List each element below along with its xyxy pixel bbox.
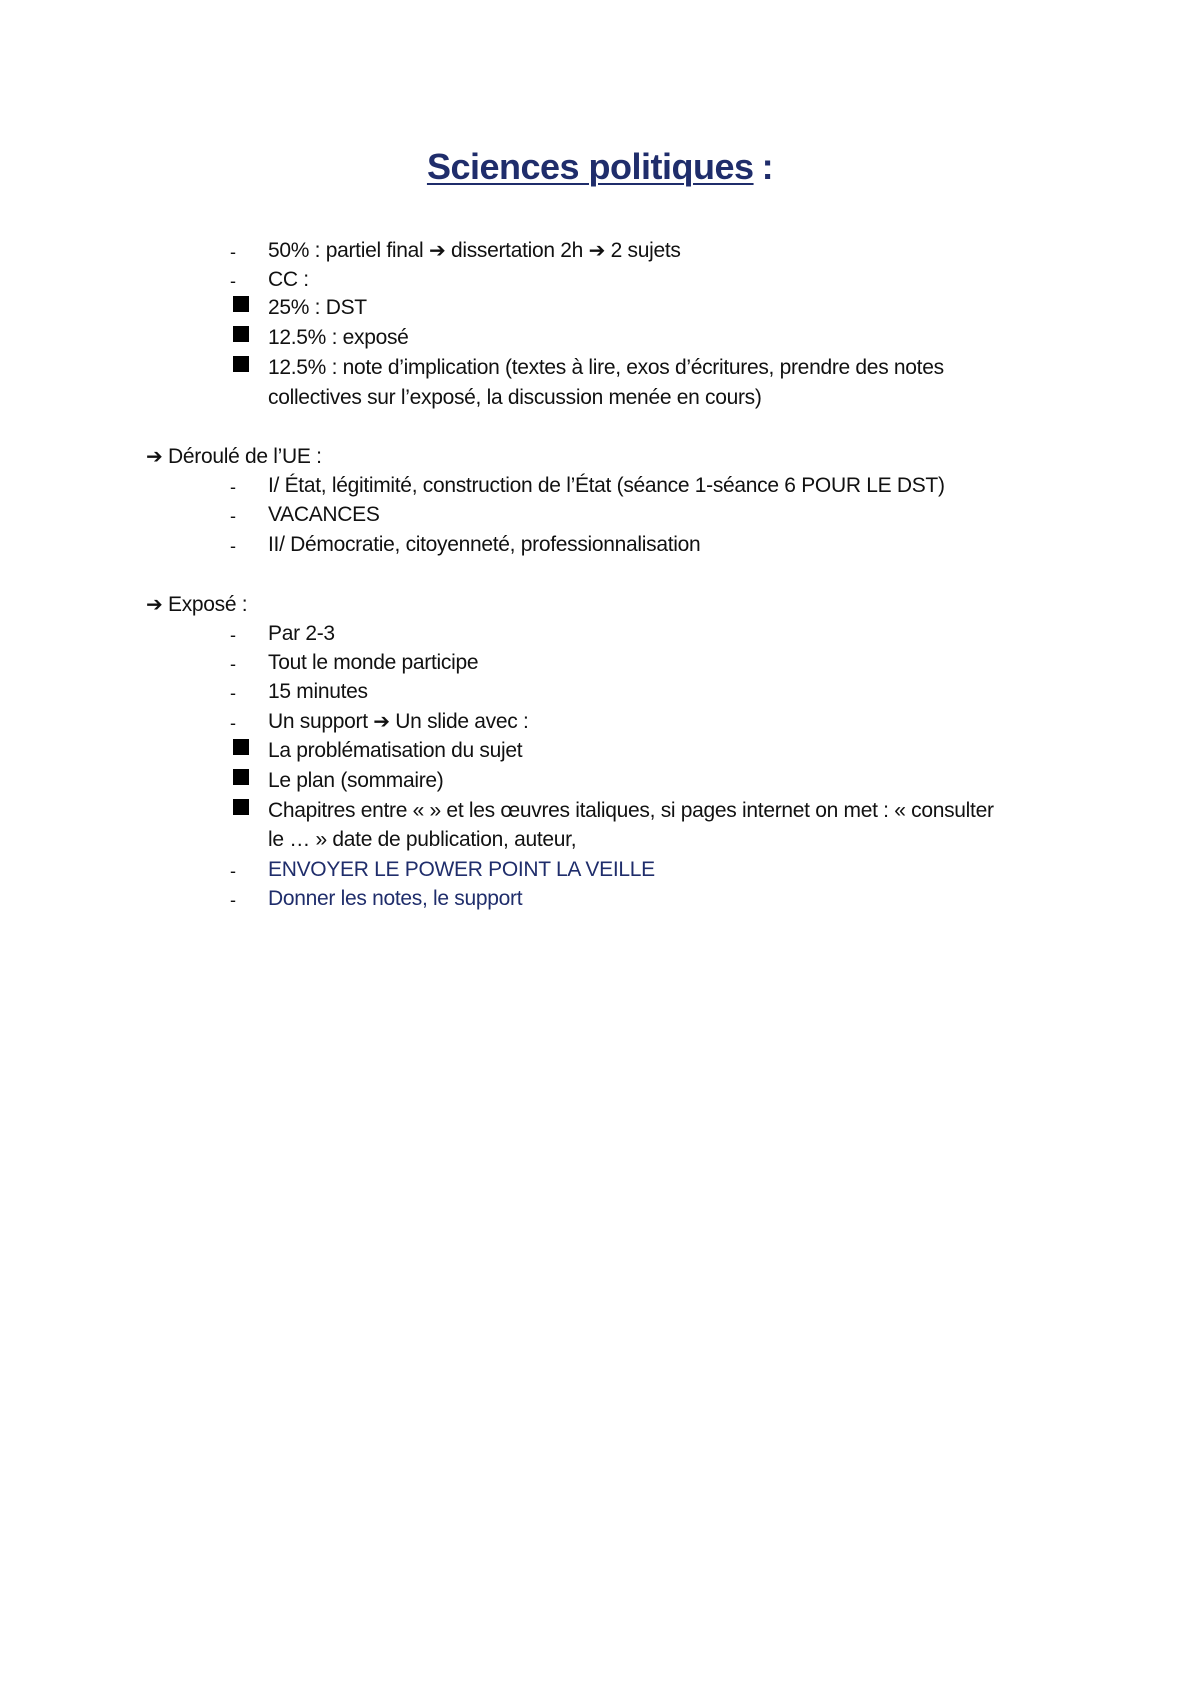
dash-marker: - <box>230 625 236 645</box>
arrow-icon: ➔ <box>146 446 163 468</box>
arrow-icon: ➔ <box>588 240 606 262</box>
square-bullet-icon <box>233 769 249 785</box>
arrow-icon: ➔ <box>373 711 390 733</box>
section-heading-expose: ➔ Exposé : <box>146 593 248 616</box>
square-bullet-icon <box>233 356 249 372</box>
section-heading-deroule: ➔ Déroulé de l’UE : <box>146 445 322 468</box>
square-bullet-icon <box>233 296 249 312</box>
square-bullet-icon <box>233 739 249 755</box>
dash-marker: - <box>230 242 236 262</box>
expose-sub-item: La problématisation du sujet <box>268 739 523 762</box>
eval-item-partiel: 50% : partiel final ➔ dissertation 2h ➔ 2 sujets <box>268 239 681 262</box>
expose-item: Tout le monde participe <box>268 651 479 674</box>
expose-item-support: Un support ➔ Un slide avec : <box>268 710 529 733</box>
title-text: Sciences politiques <box>426 146 754 187</box>
dash-marker: - <box>230 713 236 733</box>
dash-marker: - <box>230 506 236 526</box>
dash-marker: - <box>230 683 236 703</box>
expose-blue-item: Donner les notes, le support <box>268 887 523 910</box>
title-colon: : <box>761 146 774 187</box>
dash-marker: - <box>230 271 236 291</box>
expose-sub-item-chapitres: Chapitres entre « » et les œuvres italiques, si pages internet on met : « consulter <box>268 799 994 822</box>
square-bullet-icon <box>233 799 249 815</box>
eval-item-expose: 12.5% : exposé <box>268 326 409 349</box>
eval-item-implication: 12.5% : note d’implication (textes à lire, exos d’écritures, prendre des notes <box>268 356 944 379</box>
dash-marker: - <box>230 890 236 910</box>
deroule-item: I/ État, légitimité, construction de l’État (séance 1-séance 6 POUR LE DST) <box>268 474 945 497</box>
eval-item-cc: CC : <box>268 268 309 291</box>
expose-sub-item: Le plan (sommaire) <box>268 769 444 792</box>
deroule-item: II/ Démocratie, citoyenneté, professionnalisation <box>268 533 701 556</box>
eval-item-implication-cont: collectives sur l’exposé, la discussion menée en cours) <box>268 386 762 409</box>
square-bullet-icon <box>233 326 249 342</box>
arrow-icon: ➔ <box>146 594 163 616</box>
dash-marker: - <box>230 861 236 881</box>
expose-item: 15 minutes <box>268 680 368 703</box>
dash-marker: - <box>230 536 236 556</box>
page-title <box>0 146 1200 188</box>
expose-item: Par 2-3 <box>268 622 335 645</box>
expose-sub-item-chapitres-cont: le … » date de publication, auteur, <box>268 828 577 851</box>
expose-blue-item: ENVOYER LE POWER POINT LA VEILLE <box>268 858 655 881</box>
arrow-icon: ➔ <box>428 240 446 262</box>
dash-marker: - <box>230 654 236 674</box>
eval-item-dst: 25% : DST <box>268 296 367 319</box>
dash-marker: - <box>230 477 236 497</box>
deroule-item: VACANCES <box>268 503 380 526</box>
